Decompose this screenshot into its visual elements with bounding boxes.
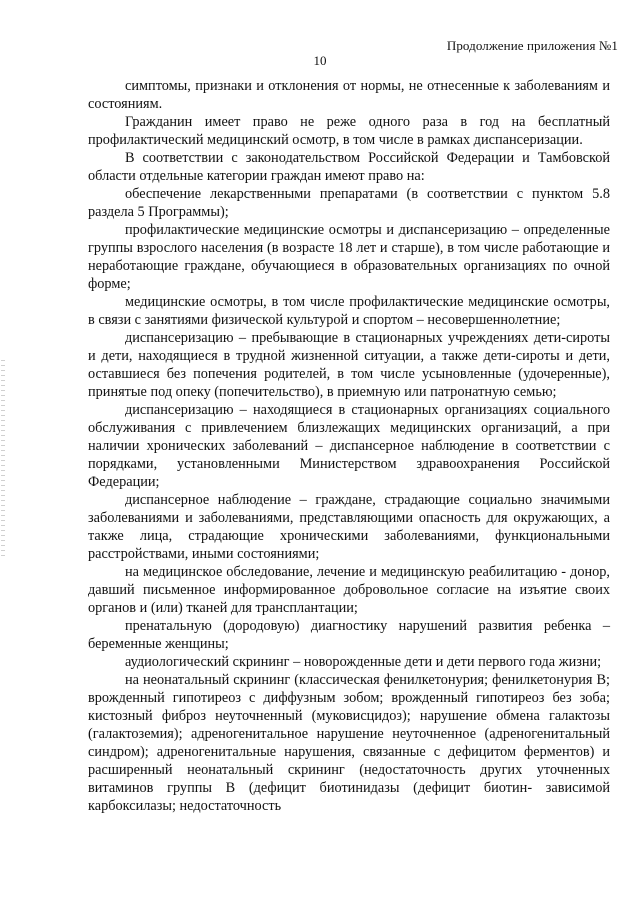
paragraph-1: симптомы, признаки и отклонения от нормы, не отнесенные к заболеваниям и состояниям.	[88, 78, 610, 112]
paragraph-6: медицинские осмотры, в том числе профилактические медицинские осмотры, в связи с занятиями физической культурой и спортом – несовершеннолетние;	[88, 294, 610, 328]
paragraph-4: обеспечение лекарственными препаратами (в соответствии с пунктом 5.8 раздела 5 Программы);	[88, 186, 610, 220]
paragraph-2: Гражданин имеет право не реже одного раза в год на бесплатный профилактический медицинский осмотр, в том числе в рамках диспансеризации.	[88, 114, 610, 148]
paragraph-9: диспансерное наблюдение – граждане, страдающие социально значимыми заболеваниями и заболеваниями, представляющими опасность для окружающих, а также лица, страдающие хроническими заболеваниями, функциональными расстройствами, иными состояниями;	[88, 492, 610, 562]
scan-margin-marks	[1, 360, 5, 560]
paragraph-11: пренатальную (дородовую) диагностику нарушений развития ребенка – беременные женщины;	[88, 618, 610, 652]
page-number: 10	[313, 53, 327, 68]
paragraph-8: диспансеризацию – находящиеся в стационарных организациях социального обслуживания с привлечением близлежащих медицинских организаций, а при наличии хронических заболеваний – диспансерное наблюдение в соответствии с порядками, установленными Министерством здравоохранения Российской Федерации;	[88, 402, 610, 490]
paragraph-7: диспансеризацию – пребывающие в стационарных учреждениях дети-сироты и дети, находящиеся в трудной жизненной ситуации, а также дети-сироты и дети, оставшиеся без попечения родителей, в том числе усыновленные (удочеренные), принятые под опеку (попечительство), в приемную или патронатную семью;	[88, 330, 610, 400]
appendix-continuation-note: Продолжение приложения №1	[446, 38, 618, 53]
paragraph-13: на неонатальный скрининг (классическая фенилкетонурия; фенилкетонурия В; врожденный гипотиреоз с диффузным зобом; врожденный гипотиреоз без зоба; кистозный фиброз неуточненный (муковисцидоз); нарушение обмена галактозы (галактоземия); адреногенитальное нарушение неуточненное (адреногенитальный синдром); адреногенитальные нарушения, связанные с дефицитом ферментов) и расширенный неонатальный скрининг (недостаточность других уточненных витаминов группы В (дефицит биотинидазы (дефицит биотин- зависимой карбоксилазы; недостаточность	[88, 672, 610, 814]
paragraph-5: профилактические медицинские осмотры и диспансеризацию – определенные группы взрослого населения (в возрасте 18 лет и старше), в том числе работающие и неработающие граждане, обучающиеся в образовательных организациях по очной форме;	[88, 222, 610, 292]
paragraph-3: В соответствии с законодательством Российской Федерации и Тамбовской области отдельные категории граждан имеют право на:	[88, 150, 610, 184]
paragraph-10: на медицинское обследование, лечение и медицинскую реабилитацию - донор, давший письменное информированное добровольное согласие на изъятие своих органов и (или) тканей для трансплантации;	[88, 564, 610, 616]
paragraph-12: аудиологический скрининг – новорожденные дети и дети первого года жизни;	[125, 654, 602, 670]
document-body	[88, 77, 610, 815]
